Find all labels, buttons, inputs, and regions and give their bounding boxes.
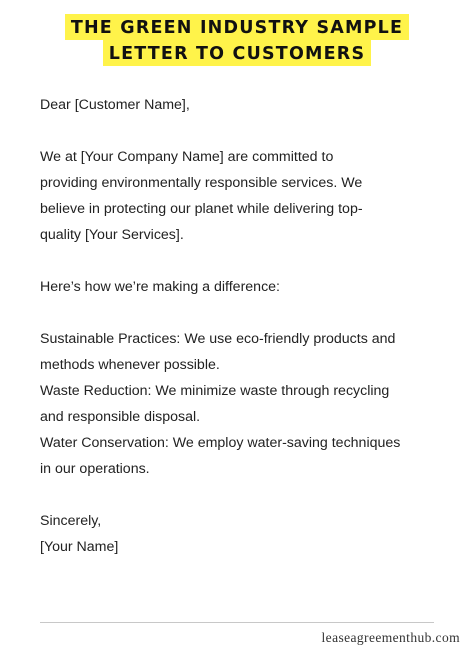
intro-line: believe in protecting our planet while delivering top- (40, 201, 363, 217)
point-sustainable-line-1: Sustainable Practices: We use eco-friendly products and (40, 331, 396, 347)
point-water-line-2: in our operations. (40, 461, 150, 477)
document-title (0, 14, 474, 66)
signature: [Your Name] (40, 539, 119, 555)
point-sustainable-line-2: methods whenever possible. (40, 357, 220, 373)
title-line-2: LETTER TO CUSTOMERS (103, 40, 372, 66)
intro-line: We at [Your Company Name] are committed to (40, 149, 334, 165)
closing: Sincerely, (40, 513, 102, 529)
greeting: Dear [Customer Name], (40, 97, 190, 113)
title-line-1: THE GREEN INDUSTRY SAMPLE (65, 14, 409, 40)
letter-body (40, 92, 460, 560)
spacer (40, 248, 460, 274)
spacer (40, 300, 460, 326)
point-waste-line-2: and responsible disposal. (40, 409, 201, 425)
intro-line: quality [Your Services]. (40, 227, 184, 243)
footer-divider (40, 622, 434, 623)
intro-line: providing environmentally responsible services. We (40, 175, 363, 191)
point-waste-line-1: Waste Reduction: We minimize waste through recycling (40, 383, 390, 399)
difference-heading: Here’s how we’re making a difference: (40, 279, 280, 295)
point-water-line-1: Water Conservation: We employ water-saving techniques (40, 435, 401, 451)
footer-site-link[interactable]: leaseagreementhub.com (321, 630, 460, 645)
spacer (40, 482, 460, 508)
spacer (40, 118, 460, 144)
